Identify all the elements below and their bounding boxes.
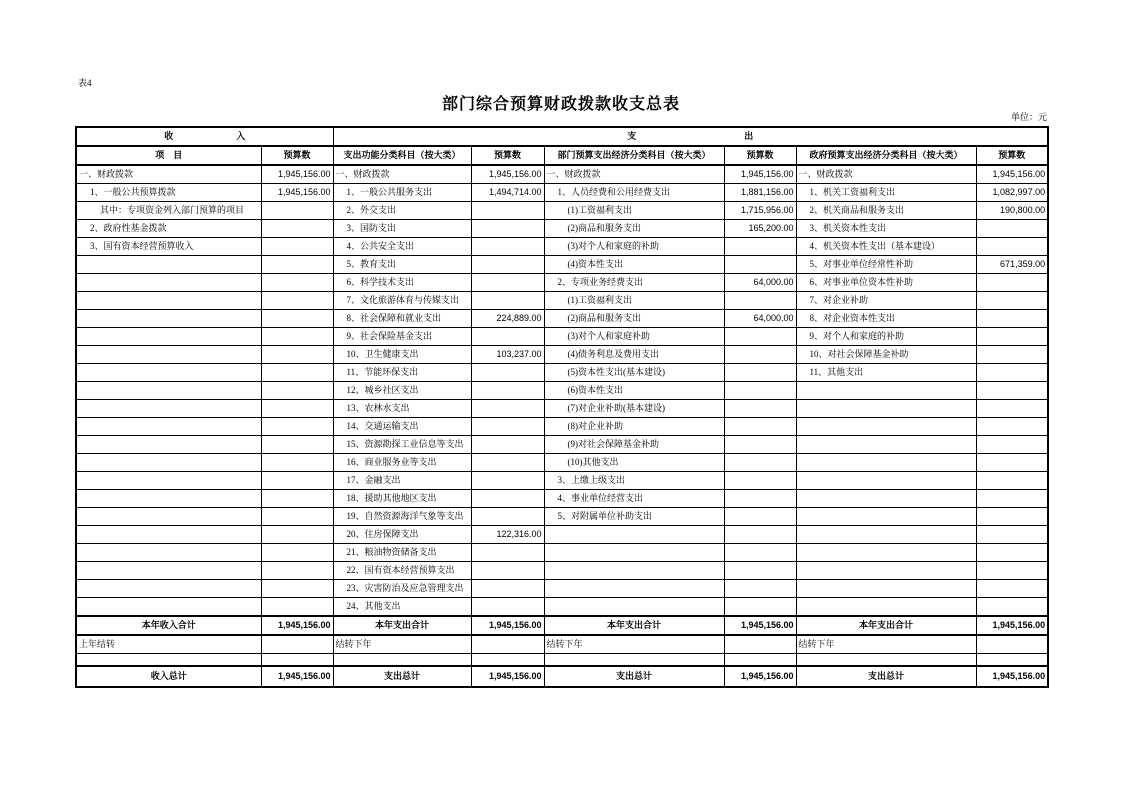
table-row — [76, 508, 1048, 526]
budget-value-cell — [471, 580, 544, 598]
item-label-cell: 13、农林水支出 — [333, 400, 471, 418]
item-label-cell: 12、城乡社区支出 — [333, 382, 471, 400]
item-label-cell: (7)对企业补助(基本建设) — [544, 400, 724, 418]
budget-value-cell — [261, 382, 333, 400]
budget-value-cell — [471, 544, 544, 562]
summary-value-cell — [261, 635, 333, 654]
budget-value-cell — [976, 562, 1048, 580]
summary-label-cell: 支出总计 — [544, 666, 724, 687]
summary-row-grand — [76, 666, 1048, 687]
item-label-cell: 19、自然资源海洋气象等支出 — [333, 508, 471, 526]
budget-value-cell: 64,000.00 — [724, 310, 796, 328]
table-row — [76, 202, 1048, 220]
summary-label-cell: 结转下年 — [333, 635, 471, 654]
item-label-cell: (4)债务利息及费用支出 — [544, 346, 724, 364]
budget-value-cell — [724, 346, 796, 364]
budget-value-cell — [724, 580, 796, 598]
budget-value-cell — [976, 436, 1048, 454]
summary-value-cell: 1,945,156.00 — [261, 666, 333, 687]
budget-value-cell — [724, 364, 796, 382]
budget-value-cell: 165,200.00 — [724, 220, 796, 238]
summary-value-cell — [976, 654, 1048, 667]
table-row — [76, 184, 1048, 202]
section-header-row — [76, 127, 1048, 146]
table-row — [76, 598, 1048, 617]
item-label-cell: 3、国防支出 — [333, 220, 471, 238]
budget-value-cell — [976, 598, 1048, 617]
item-label-cell: (2)商品和服务支出 — [544, 220, 724, 238]
item-label-cell — [796, 490, 976, 508]
column-header-gov-economic-class: 政府预算支出经济分类科目（按大类） — [796, 146, 976, 165]
item-label-cell — [76, 274, 261, 292]
item-label-cell: 6、对事业单位资本性补助 — [796, 274, 976, 292]
budget-value-cell: 1,881,156.00 — [724, 184, 796, 202]
budget-value-cell — [471, 598, 544, 617]
summary-row-spacer — [76, 654, 1048, 667]
budget-value-cell — [261, 328, 333, 346]
item-label-cell — [76, 418, 261, 436]
item-label-cell: (1)工资福利支出 — [544, 202, 724, 220]
summary-label-cell: 本年支出合计 — [796, 616, 976, 635]
item-label-cell — [76, 508, 261, 526]
summary-label-cell: 结转下年 — [796, 635, 976, 654]
budget-value-cell — [261, 598, 333, 617]
item-label-cell: 10、对社会保障基金补助 — [796, 346, 976, 364]
item-label-cell — [796, 454, 976, 472]
table-row — [76, 310, 1048, 328]
column-header-budget: 预算数 — [471, 146, 544, 165]
table-row — [76, 454, 1048, 472]
column-header-dept-economic-class: 部门预算支出经济分类科目（按大类） — [544, 146, 724, 165]
budget-value-cell — [261, 310, 333, 328]
item-label-cell: (9)对社会保障基金补助 — [544, 436, 724, 454]
budget-value-cell — [261, 400, 333, 418]
summary-label-cell — [76, 654, 261, 667]
item-label-cell: 20、住房保障支出 — [333, 526, 471, 544]
budget-value-cell — [976, 220, 1048, 238]
budget-value-cell — [471, 382, 544, 400]
budget-value-cell — [471, 418, 544, 436]
item-label-cell: 7、文化旅游体育与传媒支出 — [333, 292, 471, 310]
item-label-cell: 8、社会保障和就业支出 — [333, 310, 471, 328]
table-row — [76, 400, 1048, 418]
column-header-budget: 预算数 — [261, 146, 333, 165]
budget-value-cell — [976, 526, 1048, 544]
budget-value-cell — [261, 202, 333, 220]
item-label-cell: 9、社会保险基金支出 — [333, 328, 471, 346]
item-label-cell — [76, 562, 261, 580]
budget-value-cell: 103,237.00 — [471, 346, 544, 364]
item-label-cell — [76, 256, 261, 274]
item-label-cell — [796, 508, 976, 526]
revenue-section-header: 收 入 — [76, 127, 333, 146]
summary-row-total — [76, 616, 1048, 635]
item-label-cell: 14、交通运输支出 — [333, 418, 471, 436]
budget-value-cell — [471, 436, 544, 454]
item-label-cell: 17、金融支出 — [333, 472, 471, 490]
item-label-cell: 2、专项业务经费支出 — [544, 274, 724, 292]
item-label-cell — [76, 382, 261, 400]
summary-label-cell — [796, 654, 976, 667]
item-label-cell — [76, 328, 261, 346]
table-row — [76, 274, 1048, 292]
item-label-cell — [796, 544, 976, 562]
budget-value-cell: 1,945,156.00 — [724, 165, 796, 184]
table-row — [76, 544, 1048, 562]
item-label-cell: (6)资本性支出 — [544, 382, 724, 400]
budget-value-cell — [261, 544, 333, 562]
item-label-cell: 1、一般公共预算拨款 — [76, 184, 261, 202]
summary-value-cell — [471, 654, 544, 667]
table-row — [76, 165, 1048, 184]
item-label-cell — [76, 472, 261, 490]
budget-value-cell — [471, 454, 544, 472]
budget-value-cell — [471, 328, 544, 346]
table-row — [76, 580, 1048, 598]
item-label-cell — [76, 454, 261, 472]
summary-label-cell: 收入总计 — [76, 666, 261, 687]
budget-value-cell — [471, 562, 544, 580]
budget-value-cell — [976, 508, 1048, 526]
budget-value-cell — [261, 490, 333, 508]
budget-value-cell — [471, 202, 544, 220]
table-row — [76, 328, 1048, 346]
summary-label-cell: 本年收入合计 — [76, 616, 261, 635]
summary-label-cell: 结转下年 — [544, 635, 724, 654]
item-label-cell — [76, 436, 261, 454]
budget-value-cell — [976, 400, 1048, 418]
item-label-cell: (4)资本性支出 — [544, 256, 724, 274]
budget-value-cell — [976, 328, 1048, 346]
item-label-cell: 一、财政拨款 — [796, 165, 976, 184]
budget-value-cell: 1,945,156.00 — [471, 165, 544, 184]
item-label-cell: 11、节能环保支出 — [333, 364, 471, 382]
summary-value-cell — [976, 635, 1048, 654]
summary-value-cell: 1,945,156.00 — [471, 616, 544, 635]
item-label-cell: 4、公共安全支出 — [333, 238, 471, 256]
budget-value-cell — [261, 454, 333, 472]
summary-value-cell: 1,945,156.00 — [976, 666, 1048, 687]
budget-value-cell — [976, 580, 1048, 598]
summary-value-cell — [471, 635, 544, 654]
summary-value-cell: 1,945,156.00 — [724, 616, 796, 635]
item-label-cell: 5、对事业单位经常性补助 — [796, 256, 976, 274]
item-label-cell: 24、其他支出 — [333, 598, 471, 617]
item-label-cell — [796, 580, 976, 598]
summary-value-cell: 1,945,156.00 — [976, 616, 1048, 635]
unit-label: 单位：元 — [1010, 112, 1047, 122]
budget-value-cell — [261, 418, 333, 436]
table-row — [76, 526, 1048, 544]
budget-value-cell — [471, 400, 544, 418]
table-row — [76, 418, 1048, 436]
item-label-cell — [76, 364, 261, 382]
item-label-cell — [796, 382, 976, 400]
item-label-cell — [796, 436, 976, 454]
budget-value-cell — [976, 418, 1048, 436]
budget-value-cell — [724, 472, 796, 490]
budget-value-cell — [724, 490, 796, 508]
summary-label-cell: 支出总计 — [796, 666, 976, 687]
budget-value-cell — [261, 274, 333, 292]
budget-value-cell — [976, 292, 1048, 310]
page-title: 部门综合预算财政拨款收支总表 — [441, 96, 680, 113]
summary-label-cell — [544, 654, 724, 667]
budget-value-cell — [976, 490, 1048, 508]
budget-table-body — [76, 165, 1048, 687]
budget-value-cell: 190,800.00 — [976, 202, 1048, 220]
budget-value-cell — [724, 400, 796, 418]
item-label-cell: 3、上缴上级支出 — [544, 472, 724, 490]
budget-value-cell — [724, 526, 796, 544]
budget-value-cell — [724, 256, 796, 274]
item-label-cell: 6、科学技术支出 — [333, 274, 471, 292]
column-header-budget: 预算数 — [724, 146, 796, 165]
item-label-cell — [76, 580, 261, 598]
budget-value-cell — [724, 454, 796, 472]
item-label-cell — [796, 472, 976, 490]
budget-value-cell — [976, 382, 1048, 400]
item-label-cell — [76, 400, 261, 418]
budget-value-cell: 1,494,714.00 — [471, 184, 544, 202]
column-header-budget: 预算数 — [976, 146, 1048, 165]
item-label-cell — [796, 598, 976, 617]
item-label-cell: (8)对企业补助 — [544, 418, 724, 436]
item-label-cell: 一、财政拨款 — [333, 165, 471, 184]
budget-value-cell — [471, 490, 544, 508]
budget-value-cell — [471, 472, 544, 490]
budget-value-cell — [724, 562, 796, 580]
budget-value-cell: 224,889.00 — [471, 310, 544, 328]
table-row — [76, 346, 1048, 364]
item-label-cell: 4、机关资本性支出（基本建设） — [796, 238, 976, 256]
item-label-cell — [76, 490, 261, 508]
column-header-function-class: 支出功能分类科目（按大类） — [333, 146, 471, 165]
item-label-cell — [544, 580, 724, 598]
budget-value-cell — [724, 436, 796, 454]
item-label-cell: 5、教育支出 — [333, 256, 471, 274]
item-label-cell — [544, 544, 724, 562]
table-row — [76, 490, 1048, 508]
item-label-cell: 一、财政拨款 — [544, 165, 724, 184]
budget-value-cell: 64,000.00 — [724, 274, 796, 292]
budget-table — [75, 126, 1049, 688]
summary-label-cell: 支出总计 — [333, 666, 471, 687]
summary-label-cell — [333, 654, 471, 667]
budget-value-cell — [976, 274, 1048, 292]
budget-value-cell — [976, 364, 1048, 382]
budget-value-cell — [471, 274, 544, 292]
table-row — [76, 292, 1048, 310]
item-label-cell — [796, 418, 976, 436]
item-label-cell: 2、机关商品和服务支出 — [796, 202, 976, 220]
summary-value-cell — [724, 635, 796, 654]
item-label-cell: 5、对附属单位补助支出 — [544, 508, 724, 526]
item-label-cell: 2、政府性基金拨款 — [76, 220, 261, 238]
item-label-cell: 一、财政拨款 — [76, 165, 261, 184]
summary-value-cell: 1,945,156.00 — [471, 666, 544, 687]
budget-value-cell — [724, 418, 796, 436]
budget-value-cell — [976, 238, 1048, 256]
table-row — [76, 238, 1048, 256]
table-tag: 表4 — [78, 78, 92, 88]
item-label-cell — [76, 544, 261, 562]
summary-value-cell — [261, 654, 333, 667]
budget-value-cell — [261, 526, 333, 544]
budget-value-cell — [261, 562, 333, 580]
item-label-cell — [796, 526, 976, 544]
budget-value-cell — [261, 364, 333, 382]
summary-label-cell: 上年结转 — [76, 635, 261, 654]
budget-value-cell — [976, 346, 1048, 364]
item-label-cell: (3)对个人和家庭补助 — [544, 328, 724, 346]
budget-value-cell — [976, 544, 1048, 562]
budget-value-cell — [261, 508, 333, 526]
budget-value-cell — [976, 454, 1048, 472]
item-label-cell: 9、对个人和家庭的补助 — [796, 328, 976, 346]
summary-value-cell — [724, 654, 796, 667]
item-label-cell: 18、援助其他地区支出 — [333, 490, 471, 508]
table-row — [76, 562, 1048, 580]
item-label-cell: (10)其他支出 — [544, 454, 724, 472]
budget-value-cell: 1,715,956.00 — [724, 202, 796, 220]
item-label-cell: 8、对企业资本性支出 — [796, 310, 976, 328]
budget-value-cell — [261, 436, 333, 454]
item-label-cell: 22、国有资本经营预算支出 — [333, 562, 471, 580]
item-label-cell: 16、商业服务业等支出 — [333, 454, 471, 472]
item-label-cell: 1、机关工资福利支出 — [796, 184, 976, 202]
budget-value-cell — [471, 238, 544, 256]
item-label-cell — [796, 400, 976, 418]
item-label-cell — [76, 598, 261, 617]
summary-row-carryover — [76, 635, 1048, 654]
budget-value-cell: 1,945,156.00 — [261, 165, 333, 184]
budget-value-cell: 1,945,156.00 — [976, 165, 1048, 184]
summary-label-cell: 本年支出合计 — [333, 616, 471, 635]
item-label-cell: (3)对个人和家庭的补助 — [544, 238, 724, 256]
budget-value-cell: 122,316.00 — [471, 526, 544, 544]
budget-value-cell — [471, 292, 544, 310]
item-label-cell: 1、一般公共服务支出 — [333, 184, 471, 202]
item-label-cell: 4、事业单位经营支出 — [544, 490, 724, 508]
item-label-cell: 其中：专项资金列入部门预算的项目 — [76, 202, 261, 220]
budget-value-cell — [724, 292, 796, 310]
table-row — [76, 436, 1048, 454]
budget-value-cell — [724, 328, 796, 346]
item-label-cell — [796, 562, 976, 580]
item-label-cell: (2)商品和服务支出 — [544, 310, 724, 328]
budget-value-cell: 1,082,997.00 — [976, 184, 1048, 202]
budget-value-cell — [471, 220, 544, 238]
item-label-cell: 3、机关资本性支出 — [796, 220, 976, 238]
budget-value-cell — [471, 364, 544, 382]
item-label-cell — [76, 346, 261, 364]
item-label-cell: 11、其他支出 — [796, 364, 976, 382]
budget-value-cell — [724, 238, 796, 256]
budget-value-cell: 1,945,156.00 — [261, 184, 333, 202]
table-row — [76, 220, 1048, 238]
item-label-cell: 7、对企业补助 — [796, 292, 976, 310]
budget-value-cell — [724, 598, 796, 617]
budget-value-cell — [261, 292, 333, 310]
column-header-row — [76, 146, 1048, 165]
summary-value-cell: 1,945,156.00 — [724, 666, 796, 687]
budget-value-cell — [471, 256, 544, 274]
budget-value-cell — [724, 382, 796, 400]
item-label-cell: 2、外交支出 — [333, 202, 471, 220]
budget-value-cell — [261, 472, 333, 490]
budget-value-cell — [471, 508, 544, 526]
budget-value-cell — [261, 580, 333, 598]
column-header-item: 项 目 — [76, 146, 261, 165]
budget-value-cell — [976, 472, 1048, 490]
item-label-cell — [76, 292, 261, 310]
item-label-cell — [544, 526, 724, 544]
summary-value-cell: 1,945,156.00 — [261, 616, 333, 635]
expenditure-section-header: 支 出 — [333, 127, 1048, 146]
budget-value-cell: 671,359.00 — [976, 256, 1048, 274]
item-label-cell: 10、卫生健康支出 — [333, 346, 471, 364]
item-label-cell: 15、资源勘探工业信息等支出 — [333, 436, 471, 454]
item-label-cell — [544, 598, 724, 617]
item-label-cell: 3、国有资本经营预算收入 — [76, 238, 261, 256]
item-label-cell: (5)资本性支出(基本建设) — [544, 364, 724, 382]
summary-label-cell: 本年支出合计 — [544, 616, 724, 635]
item-label-cell: 21、粮油物资储备支出 — [333, 544, 471, 562]
table-row — [76, 364, 1048, 382]
budget-value-cell — [261, 256, 333, 274]
budget-value-cell — [724, 544, 796, 562]
item-label-cell: 1、人员经费和公用经费支出 — [544, 184, 724, 202]
table-row — [76, 256, 1048, 274]
table-row — [76, 382, 1048, 400]
item-label-cell: 23、灾害防治及应急管理支出 — [333, 580, 471, 598]
budget-value-cell — [261, 238, 333, 256]
table-row — [76, 472, 1048, 490]
item-label-cell — [76, 310, 261, 328]
budget-value-cell — [724, 508, 796, 526]
item-label-cell — [76, 526, 261, 544]
budget-value-cell — [976, 310, 1048, 328]
budget-value-cell — [261, 220, 333, 238]
item-label-cell: (1)工资福利支出 — [544, 292, 724, 310]
budget-value-cell — [261, 346, 333, 364]
item-label-cell — [544, 562, 724, 580]
